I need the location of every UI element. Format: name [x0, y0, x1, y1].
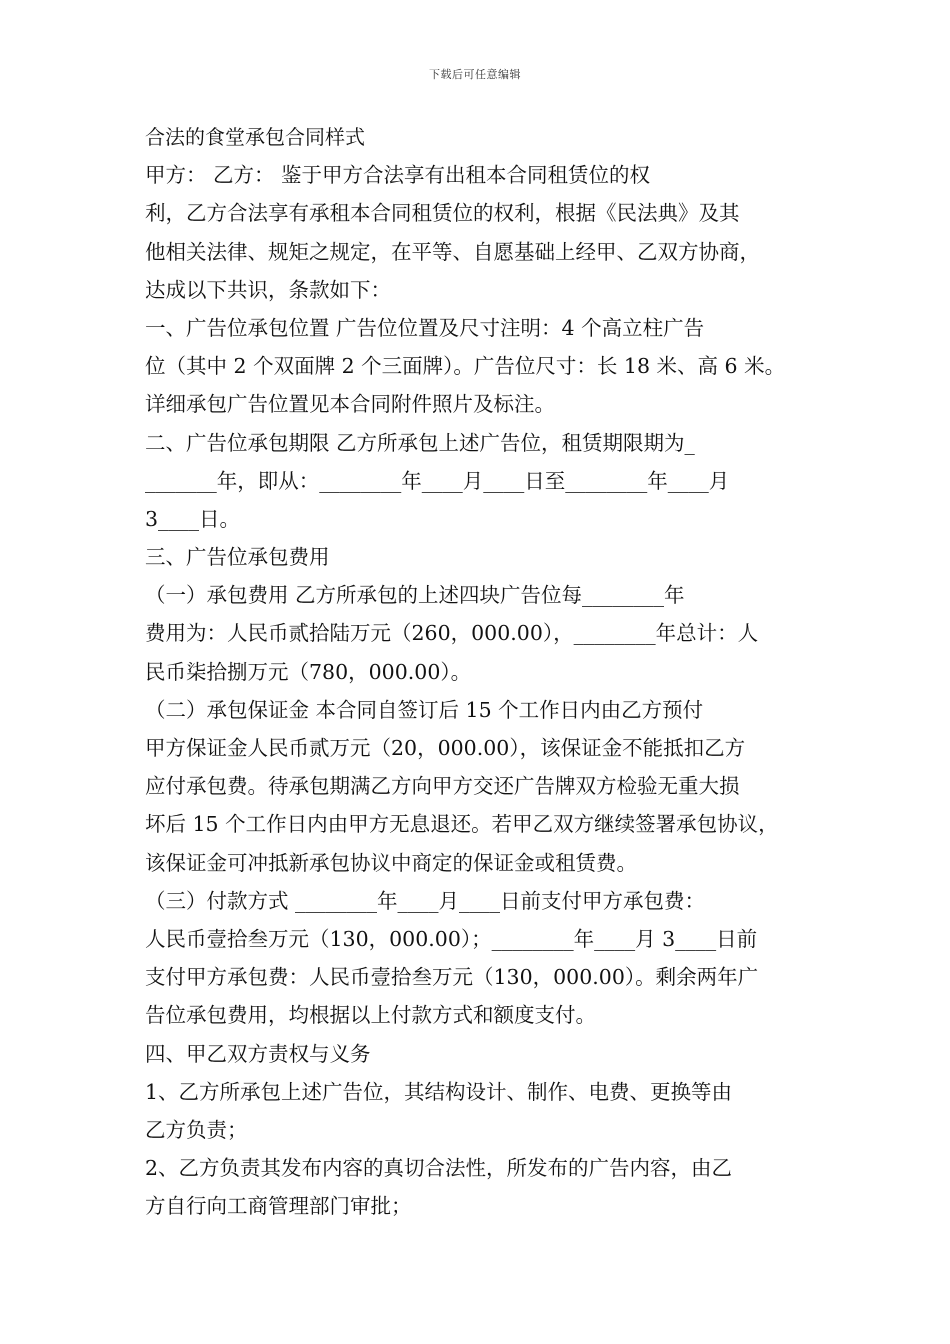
paragraph-line: （一）承包费用 乙方所承包的上述四块广告位每________年 [145, 583, 685, 608]
paragraph-line: 详细承包广告位置见本合同附件照片及标注。 [145, 392, 555, 417]
paragraph-line: 3____日。 [145, 506, 241, 531]
paragraph-line: 利，乙方合法享有承租本合同租赁位的权利，根据《民法典》及其 [145, 201, 740, 226]
paragraph-line: 二、广告位承包期限 乙方所承包上述广告位，租赁期限期为_ [145, 430, 695, 455]
paragraph-line: 他相关法律、规矩之规定，在平等、自愿基础上经甲、乙双方协商， [145, 239, 760, 264]
document-body [145, 118, 809, 1225]
paragraph-line: 坏后 15 个工作日内由甲方无息退还。若甲乙双方继续签署承包协议， [145, 812, 779, 837]
paragraph-line: 2、乙方负责其发布内容的真切合法性，所发布的广告内容，由乙 [145, 1156, 733, 1181]
paragraph-line: 乙方负责； [145, 1117, 248, 1142]
document-title: 合法的食堂承包合同样式 [145, 125, 365, 149]
paragraph-line: 人民币壹拾叁万元（130，000.00）；________年____月 3____日前 [145, 926, 758, 951]
paragraph-line: 支付甲方承包费：人民币壹拾叁万元（130，000.00）。剩余两年广 [145, 965, 759, 990]
paragraph-line: 民币柒拾捌万元（780，000.00）。 [145, 659, 472, 684]
paragraph-line: 告位承包费用，均根据以上付款方式和额度支付。 [145, 1003, 596, 1028]
paragraph-line: （二）承包保证金 本合同自签订后 15 个工作日内由乙方预付 [145, 697, 704, 722]
paragraph-line: 甲方： 乙方： 鉴于甲方合法享有出租本合同租赁位的权 [145, 163, 651, 188]
paragraph-line: 达成以下共识，条款如下： [145, 277, 391, 302]
paragraph-line: 四、甲乙双方责权与义务 [145, 1041, 371, 1066]
paragraph-line: 方自行向工商管理部门审批； [145, 1194, 412, 1219]
paragraph-line: 1、乙方所承包上述广告位，其结构设计、制作、电费、更换等由 [145, 1079, 733, 1104]
paragraph-line: 费用为：人民币贰拾陆万元（260，000.00），________年总计：人 [145, 621, 759, 646]
paragraph-line: 一、广告位承包位置 广告位位置及尺寸注明：4 个高立柱广告 [145, 315, 705, 340]
paragraph-line: 三、广告位承包费用 [145, 545, 330, 570]
paragraph-line: 应付承包费。待承包期满乙方向甲方交还广告牌双方检验无重大损 [145, 774, 740, 799]
paragraph-line: 位（其中 2 个双面牌 2 个三面牌）。广告位尺寸：长 18 米、高 6 米。 [145, 354, 786, 379]
paragraph-line: 甲方保证金人民币贰万元（20，000.00），该保证金不能抵扣乙方 [145, 736, 746, 760]
paragraph-line: _______年，即从：________年____月____日至________年____月 [145, 468, 730, 493]
paragraph-line: 该保证金可冲抵新承包协议中商定的保证金或租赁费。 [145, 850, 637, 875]
paragraph-line: （三）付款方式 ________年____月____日前支付甲方承包费： [145, 888, 706, 913]
header-note: 下载后可任意编辑 [429, 68, 521, 81]
